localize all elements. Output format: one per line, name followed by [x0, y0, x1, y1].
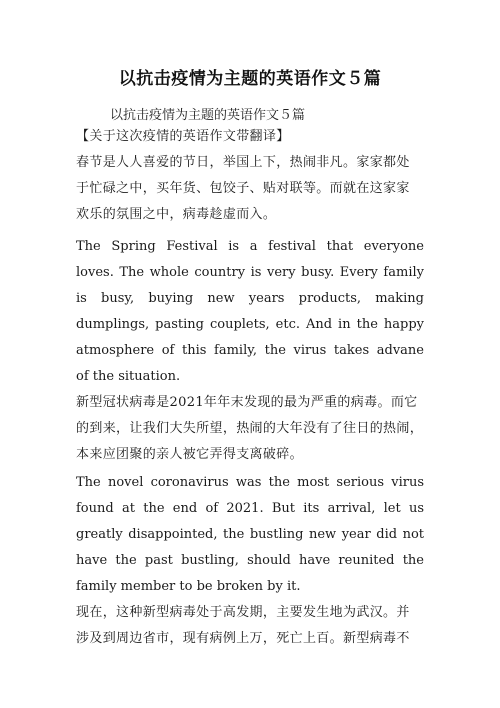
text-line: 本来应团聚的亲人被它弄得支离破碎。	[76, 447, 303, 462]
text-line: 涉及到周边省市，现有病例上万，死亡上百。新型病毒不	[76, 631, 410, 646]
text-line: The novel coronavirus was the most serious virus	[76, 475, 424, 490]
text-line: 的到来，让我们大失所望，热闹的大年没有了往日的热闹，	[76, 421, 424, 436]
text-line: The Spring Festival is a festival that everyone	[76, 239, 424, 254]
document-title: 以抗击疫情为主题的英语作文５篇	[118, 69, 382, 89]
text-line: is busy, buying new years products, making	[76, 291, 424, 306]
text-line: 【关于这次疫情的英语作文带翻译】	[76, 129, 290, 144]
text-line: dumplings, pasting couplets, etc. And in the happy	[76, 317, 424, 332]
text-line: 春节是人人喜爱的节日，举国上下，热闹非凡。家家都处	[76, 155, 410, 170]
text-line: found at the end of 2021. But its arrival, let us	[76, 501, 424, 516]
text-line: have the past bustling, should have reunited the	[76, 553, 424, 568]
text-line: 欢乐的氛围之中，病毒趁虚而入。	[76, 207, 277, 222]
text-line: 于忙碌之中，买年货、包饺子、贴对联等。而就在这家家	[76, 181, 410, 196]
text-line: loves. The whole country is very busy. Every family	[76, 265, 424, 280]
text-line: atmosphere of this family, the virus takes advane	[76, 343, 424, 358]
text-line: 新型冠状病毒是2021年年末发现的最为严重的病毒。而它	[76, 395, 418, 410]
document-subtitle: 以抗击疫情为主题的英语作文５篇	[110, 108, 306, 123]
text-line: greatly disappointed, the bustling new year did not	[76, 527, 424, 542]
text-line: of the situation.	[76, 369, 181, 384]
text-line: 现在，这种新型病毒处于高发期，主要发生地为武汉。并	[76, 605, 410, 620]
text-line: family member to be broken by it.	[76, 579, 301, 594]
